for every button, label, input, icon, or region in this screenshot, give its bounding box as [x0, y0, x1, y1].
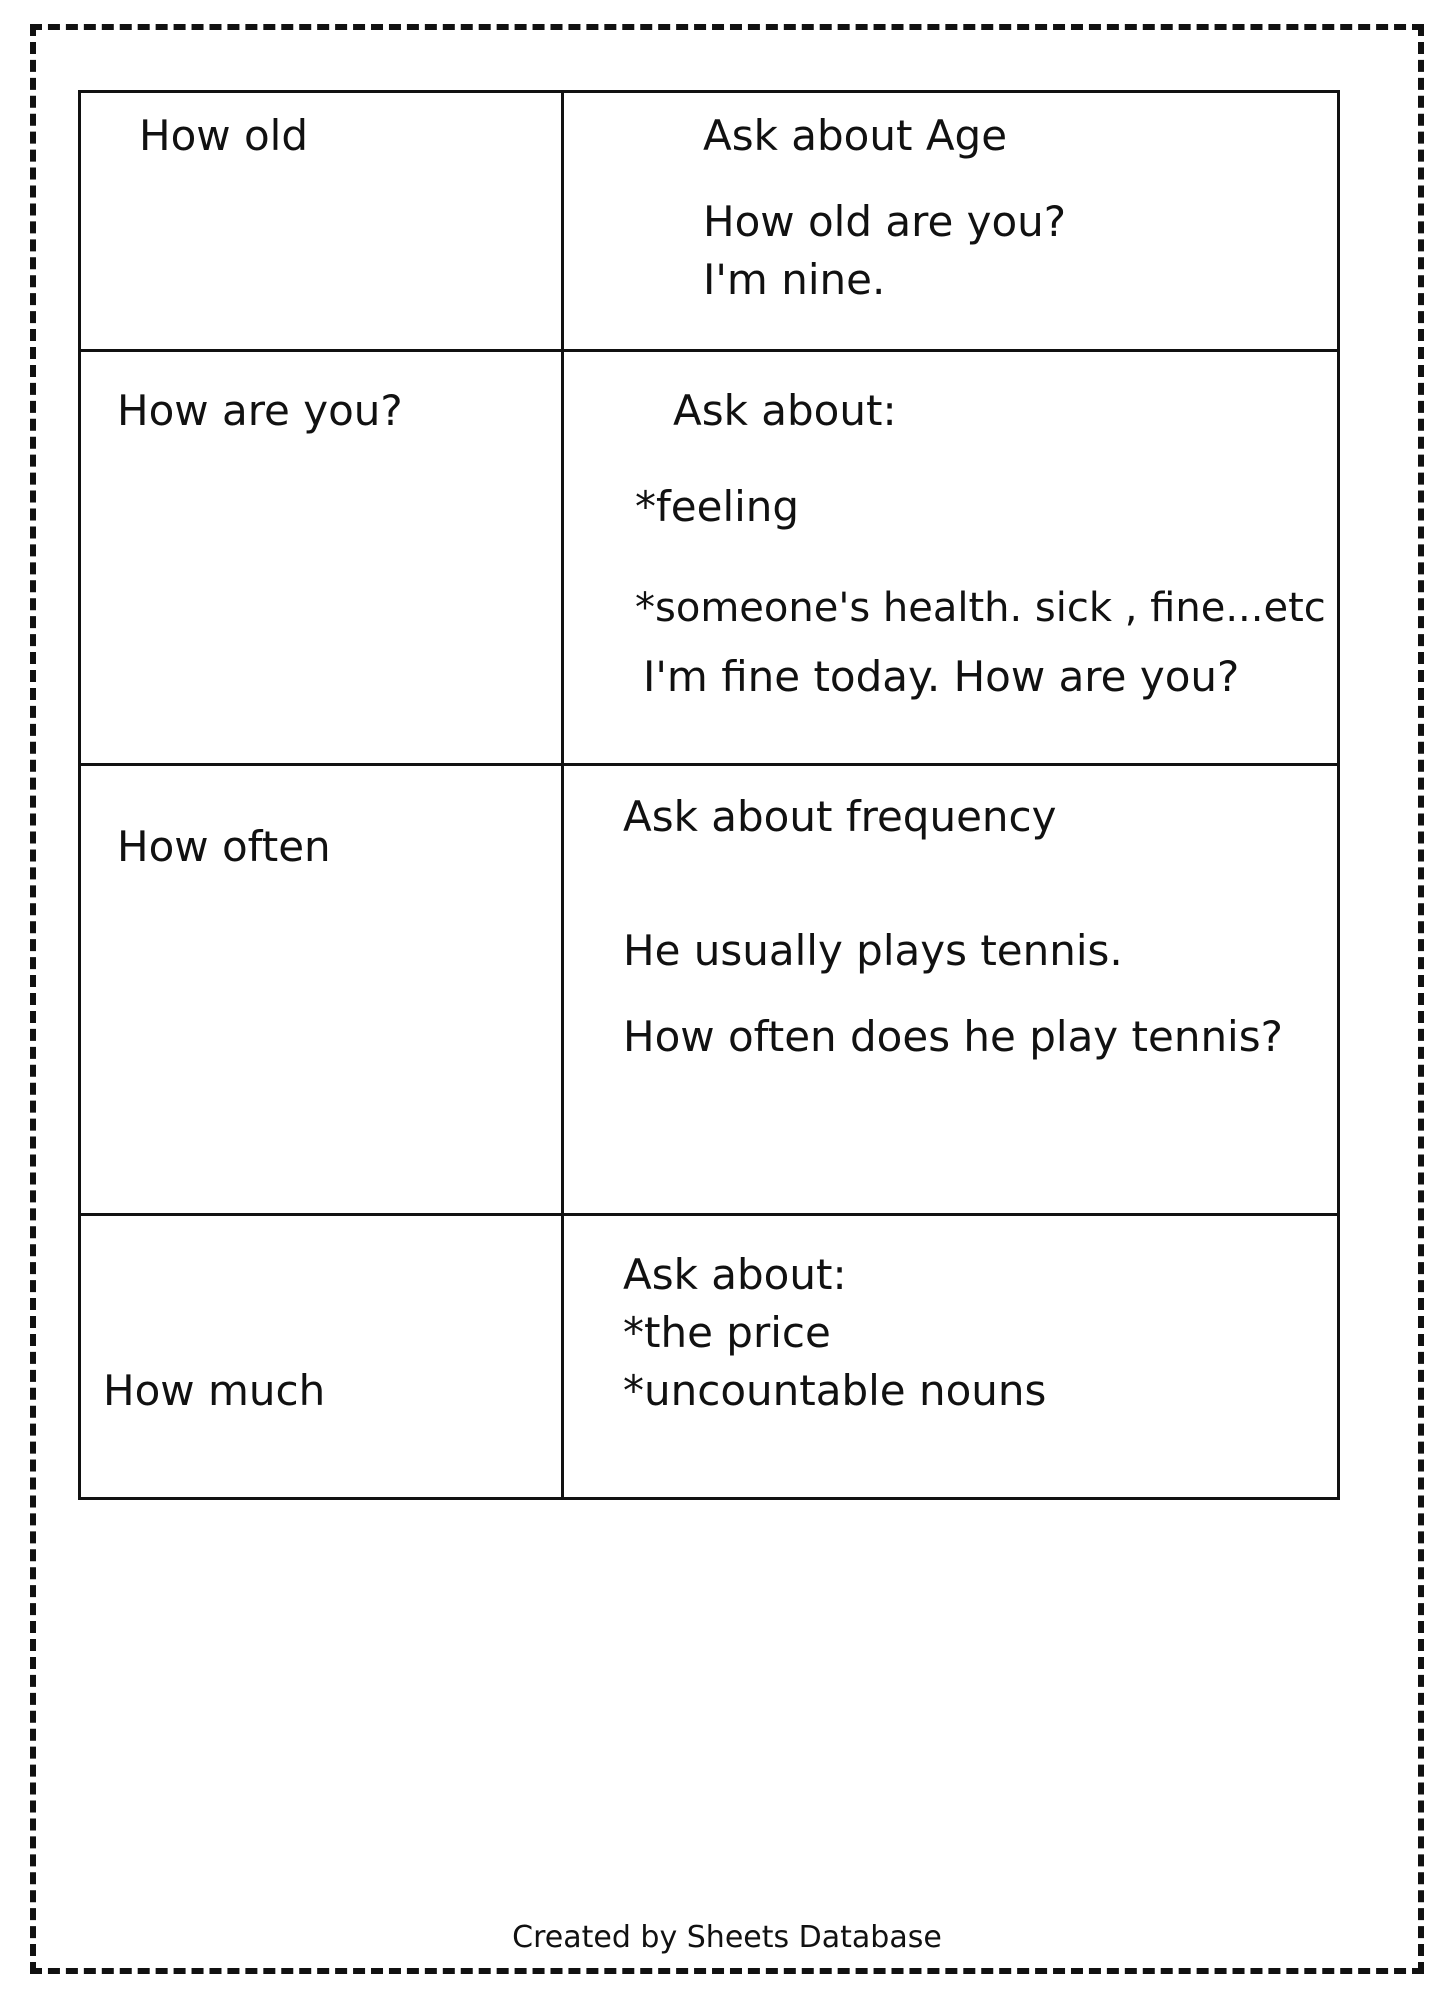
table-row [81, 1213, 1337, 1497]
question-word: How are you? [117, 386, 403, 435]
column-divider [561, 766, 564, 1213]
explanation-line: *the price [623, 1308, 831, 1357]
explanation-line: *feeling [635, 482, 800, 531]
explanation-line: I'm nine. [703, 255, 886, 304]
explanation-line: Ask about: [673, 386, 897, 435]
footer-credit: Created by Sheets Database [512, 1920, 942, 1955]
explanation-line: Ask about Age [703, 111, 1008, 160]
explanation-line: How often does he play tennis? [623, 1012, 1283, 1061]
table-row [81, 349, 1337, 763]
explanation-line: *uncountable nouns [623, 1366, 1047, 1415]
explanation-line: Ask about: [623, 1250, 847, 1299]
question-word: How often [117, 822, 331, 871]
explanation-line: *someone's health. sick , fine...etc [635, 585, 1326, 631]
column-divider [561, 352, 564, 763]
column-divider [561, 1216, 564, 1497]
explanation-line: Ask about frequency [623, 792, 1057, 841]
explanation-line: He usually plays tennis. [623, 926, 1123, 975]
table-row [81, 93, 1337, 349]
column-divider [561, 93, 564, 349]
question-word: How old [139, 111, 309, 160]
table-row [81, 763, 1337, 1213]
question-word: How much [103, 1366, 326, 1415]
explanation-line: How old are you? [703, 197, 1067, 246]
question-words-table [78, 90, 1340, 1500]
explanation-line: I'm fine today. How are you? [643, 652, 1240, 701]
